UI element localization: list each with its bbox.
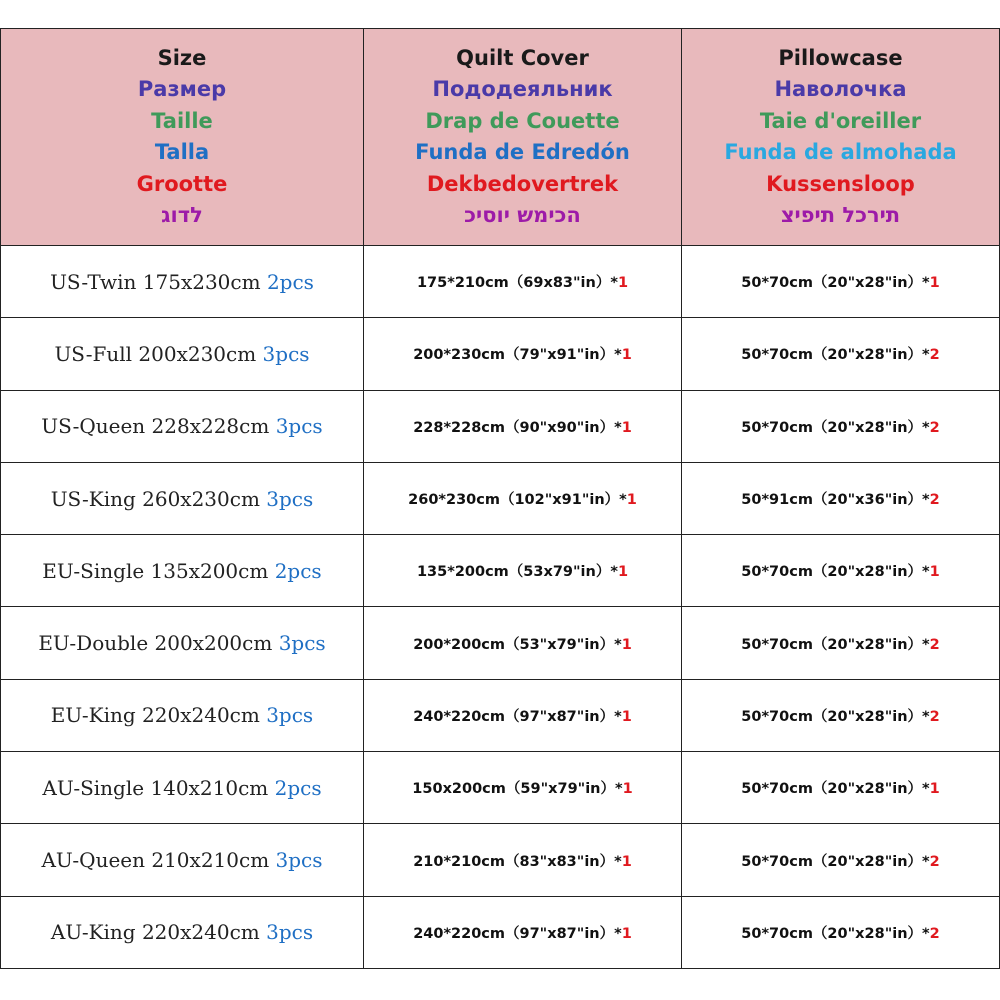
header-quilt-es: Funda de Edredón (415, 140, 630, 164)
pcs-count: 3pcs (266, 703, 314, 728)
size-cell (1, 535, 364, 607)
pillowcase-qty: 2 (929, 925, 940, 942)
quilt-cover-dimensions: 175*210cm（69x83"in）* (416, 275, 618, 292)
header-quilt-cover (364, 29, 682, 246)
header-quilt-he: הכימש יוסיכ (464, 203, 581, 227)
size-label: US-Full 200x230cm (54, 341, 257, 366)
quilt-cover-dimensions: 135*200cm（53x79"in）* (416, 564, 618, 581)
header-pillow-es: Funda de almohada (724, 140, 957, 164)
size-label: EU-Double 200x200cm (38, 631, 273, 656)
table-row (1, 824, 1000, 896)
quilt-cover-cell (364, 246, 682, 318)
quilt-cover-dimensions: 210*210cm（83"x83"in）* (413, 853, 622, 870)
header-quilt-ru: Пододеяльник (432, 77, 613, 101)
size-cell (1, 246, 364, 318)
pillowcase-cell (682, 752, 1000, 824)
quilt-cover-dimensions: 228*228cm（90"x90"in）* (413, 419, 622, 436)
pillowcase-dimensions: 50*70cm（20"x28"in）* (741, 347, 930, 364)
pillowcase-cell (682, 390, 1000, 462)
header-pillow-en: Pillowcase (778, 45, 903, 70)
quilt-cover-qty: 1 (621, 925, 632, 942)
size-label: US-Twin 175x230cm (50, 269, 261, 294)
table-row (1, 607, 1000, 679)
header-pillow-ru: Наволочка (774, 77, 907, 101)
size-chart-table (0, 28, 1000, 969)
header-pillow-nl: Kussensloop (766, 171, 915, 196)
table-row (1, 390, 1000, 462)
quilt-cover-qty: 1 (621, 419, 632, 436)
size-cell (1, 390, 364, 462)
table-row (1, 896, 1000, 968)
quilt-cover-dimensions: 240*220cm（97"x87"in）* (413, 708, 622, 725)
pillowcase-dimensions: 50*70cm（20"x28"in）* (741, 781, 930, 798)
size-label: EU-Single 135x200cm (42, 558, 269, 583)
quilt-cover-qty: 1 (621, 347, 632, 364)
pillowcase-dimensions: 50*70cm（20"x28"in）* (741, 564, 930, 581)
quilt-cover-cell (364, 679, 682, 751)
quilt-cover-cell (364, 318, 682, 390)
quilt-cover-dimensions: 240*220cm（97"x87"in）* (413, 925, 622, 942)
pillowcase-qty: 2 (929, 347, 940, 364)
header-quilt-nl: Dekbedovertrek (426, 171, 619, 196)
quilt-cover-dimensions: 260*230cm（102"x91"in）* (408, 492, 627, 509)
size-cell (1, 607, 364, 679)
quilt-cover-qty: 1 (621, 708, 632, 725)
header-size-es: Talla (154, 140, 210, 164)
pillowcase-qty: 2 (929, 492, 940, 509)
pillowcase-qty: 2 (929, 636, 940, 653)
quilt-cover-cell (364, 607, 682, 679)
table-row (1, 318, 1000, 390)
table-row (1, 752, 1000, 824)
pillowcase-qty: 1 (929, 275, 940, 292)
pillowcase-cell (682, 824, 1000, 896)
pillowcase-qty: 2 (929, 853, 940, 870)
pillowcase-dimensions: 50*70cm（20"x28"in）* (741, 275, 930, 292)
size-cell (1, 824, 364, 896)
pillowcase-dimensions: 50*70cm（20"x28"in）* (741, 925, 930, 942)
pcs-count: 2pcs (266, 269, 314, 294)
quilt-cover-qty: 1 (622, 781, 633, 798)
quilt-cover-qty: 1 (617, 275, 629, 292)
quilt-cover-cell (364, 462, 682, 534)
pillowcase-qty: 2 (929, 419, 940, 436)
size-label: EU-King 220x240cm (50, 703, 260, 728)
pillowcase-dimensions: 50*70cm（20"x28"in）* (741, 636, 930, 653)
header-pillow-he: תירכל תיפיצ (780, 203, 901, 227)
quilt-cover-cell (364, 535, 682, 607)
header-row (1, 29, 1000, 246)
pcs-count: 3pcs (275, 414, 323, 439)
quilt-cover-dimensions: 200*230cm（79"x91"in）* (413, 347, 622, 364)
quilt-cover-cell (364, 752, 682, 824)
header-size-ru: Размер (137, 77, 227, 101)
pillowcase-cell (682, 896, 1000, 968)
pillowcase-cell (682, 535, 1000, 607)
pillowcase-dimensions: 50*70cm（20"x28"in）* (741, 853, 930, 870)
pcs-count: 2pcs (274, 558, 322, 583)
pillowcase-dimensions: 50*70cm（20"x28"in）* (741, 708, 930, 725)
size-cell (1, 318, 364, 390)
header-quilt-en: Quilt Cover (456, 45, 589, 70)
pcs-count: 3pcs (278, 631, 326, 656)
size-cell (1, 462, 364, 534)
quilt-cover-dimensions: 150x200cm（59"x79"in）* (412, 781, 623, 798)
quilt-cover-dimensions: 200*200cm（53"x79"in）* (413, 636, 622, 653)
quilt-cover-qty: 1 (621, 636, 632, 653)
pillowcase-cell (682, 462, 1000, 534)
pillowcase-cell (682, 318, 1000, 390)
pcs-count: 3pcs (262, 341, 310, 366)
table-row (1, 679, 1000, 751)
header-size-en: Size (157, 45, 207, 70)
table-row (1, 535, 1000, 607)
pillowcase-cell (682, 679, 1000, 751)
pcs-count: 2pcs (274, 775, 322, 800)
header-size-nl: Grootte (136, 171, 228, 196)
size-label: AU-Queen 210x210cm (41, 848, 270, 873)
header-pillow-fr: Taie d'oreiller (759, 108, 922, 133)
quilt-cover-cell (364, 390, 682, 462)
quilt-cover-qty: 1 (621, 853, 632, 870)
pillowcase-dimensions: 50*70cm（20"x28"in）* (741, 419, 930, 436)
header-size-fr: Taille (151, 108, 213, 133)
size-cell (1, 896, 364, 968)
table-row (1, 462, 1000, 534)
quilt-cover-qty: 1 (626, 492, 637, 509)
size-cell (1, 679, 364, 751)
pcs-count: 3pcs (266, 920, 314, 945)
size-label: US-Queen 228x228cm (41, 414, 270, 439)
size-label: US-King 260x230cm (50, 486, 260, 511)
pillowcase-qty: 1 (929, 781, 940, 798)
header-pillowcase (682, 29, 1000, 246)
pillowcase-cell (682, 607, 1000, 679)
pillowcase-dimensions: 50*91cm（20"x36"in）* (741, 492, 930, 509)
header-size-he: לדוג (161, 203, 203, 227)
quilt-cover-cell (364, 824, 682, 896)
quilt-cover-qty: 1 (617, 564, 629, 581)
size-cell (1, 752, 364, 824)
size-label: AU-Single 140x210cm (42, 775, 269, 800)
pillowcase-qty: 2 (929, 708, 940, 725)
pillowcase-cell (682, 246, 1000, 318)
size-label: AU-King 220x240cm (50, 920, 260, 945)
table-row (1, 246, 1000, 318)
header-quilt-fr: Drap de Couette (425, 108, 620, 133)
quilt-cover-cell (364, 896, 682, 968)
header-size (1, 29, 364, 246)
pillowcase-qty: 1 (929, 564, 940, 581)
pcs-count: 3pcs (266, 486, 314, 511)
pcs-count: 3pcs (275, 848, 323, 873)
